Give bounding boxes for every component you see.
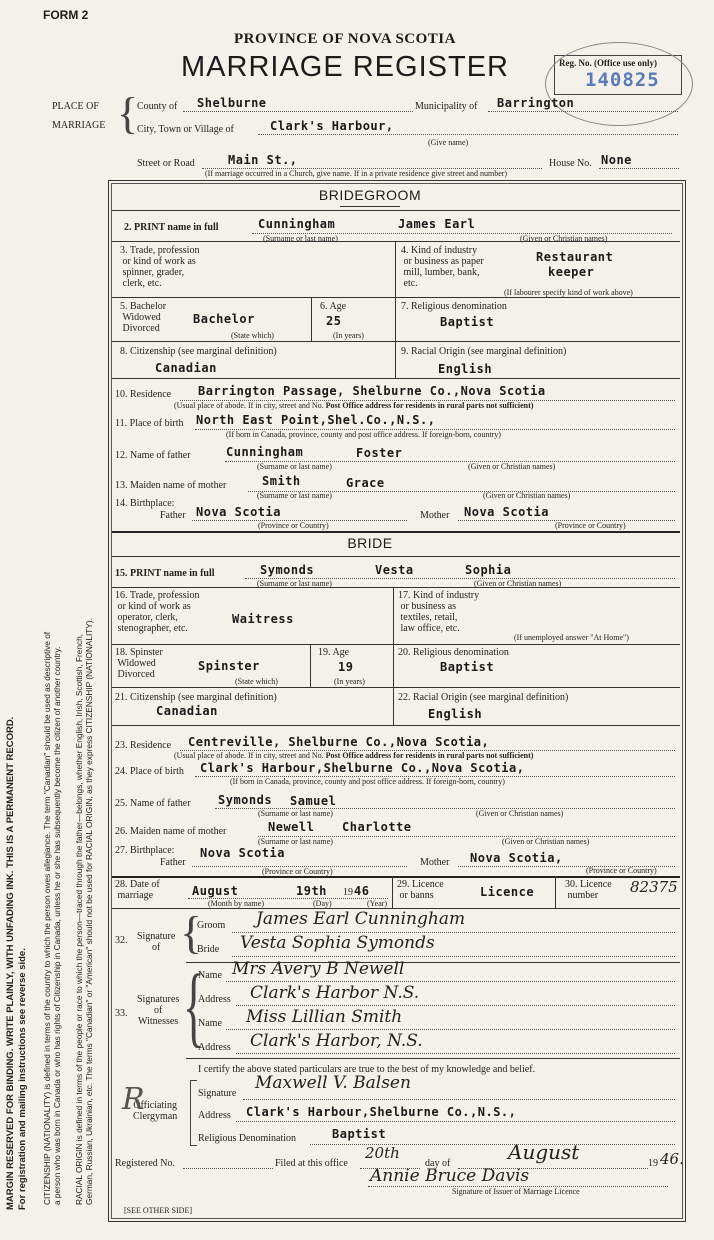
groom-mother-surname: Smith (262, 474, 301, 488)
w1-name: Mrs Avery B Newell (232, 959, 405, 979)
street-value: Main St., (228, 153, 298, 167)
bride-given2: Sophia (465, 563, 512, 577)
officiant-denom-label: Religious Denomination (198, 1133, 297, 1144)
groom-age-label: 6. Age (320, 301, 347, 312)
groom-surname: Cunningham (258, 217, 336, 231)
groom-father-surname: Cunningham (226, 445, 304, 459)
bride-status-value: Spinster (198, 659, 260, 673)
groom-industry-label: 4. Kind of industry or business as paper mill, lumber, bank, etc. (401, 245, 484, 289)
groom-mother-bp-label: Mother (420, 510, 450, 521)
groom-residence-label: 10. Residence (115, 389, 172, 400)
reg-number-label: Reg. No. (Office use only) (559, 58, 657, 68)
bride-religion-value: Baptist (440, 660, 495, 674)
officiant-signature-label: Signature (198, 1088, 237, 1099)
bride-religion-label: 20. Religious denomination (398, 647, 509, 658)
officiant-denomination: Baptist (332, 1127, 387, 1141)
bride-mother-bp-label: Mother (420, 857, 450, 868)
licence-banns-value: Licence (480, 885, 535, 899)
bride-birthplace-parents-label: 27. Birthplace: (115, 845, 175, 856)
side-note-col3: RACIAL ORIGIN is defined in terms of the people or race to which the person—traced through the father—belongs, whether English, Irish, Scottish, French, German, Russian, Ukrainian, etc. The terms "Canadian" or "American" should not be used for RACIAL ORIGIN, as they express CITIZENSHIP (NATIONALITY). (74, 618, 94, 1205)
certify-text: I certify the above stated particulars are true to the best of my knowledge and belief. (198, 1064, 536, 1075)
marriage-date-label: 28. Date of marriage (115, 879, 160, 901)
bride-trade-value: Waitress (232, 612, 294, 626)
municipality-label: Municipality of (415, 101, 478, 112)
witness-brace: { (183, 957, 205, 1056)
section-bride-heading: BRIDE (347, 535, 393, 551)
filed-year-prefix: 19 (648, 1158, 658, 1169)
bride-racial-value: English (428, 707, 483, 721)
w2-name-label: Name (198, 1018, 222, 1029)
filed-day: 20th (365, 1144, 400, 1162)
marriage-month: August (192, 884, 239, 898)
house-value: None (601, 153, 632, 167)
bride-father-given: Samuel (290, 794, 337, 808)
groom-industry-line2: keeper (548, 265, 595, 279)
groom-mother-given: Grace (346, 476, 385, 490)
groom-signature: James Earl Cunningham (256, 909, 466, 929)
groom-surname-hint: (Surname or last name) (263, 234, 338, 243)
bride-mother-bp-hint: (Province or Country) (586, 866, 657, 875)
bride-signature: Vesta Sophia Symonds (240, 933, 435, 953)
sig-33-number: 33. (115, 1008, 128, 1019)
see-other-side: [SEE OTHER SIDE] (124, 1206, 192, 1215)
groom-birthplace-hint: (If born in Canada, province, county and post office address. If foreign-born, country) (226, 430, 501, 439)
groom-mother-bp-hint: (Province or Country) (555, 521, 626, 530)
day-of-label: day of (425, 1158, 451, 1169)
groom-father-given: Foster (356, 446, 403, 460)
bride-surname-hint: (Surname or last name) (257, 579, 332, 588)
groom-sig-label: Groom (197, 920, 226, 931)
bride-mother-given: Charlotte (342, 820, 412, 834)
house-label: House No. (549, 158, 592, 169)
bride-residence-label: 23. Residence (115, 740, 172, 751)
filed-label: Filed at this office (275, 1158, 348, 1169)
witnesses-label: Signatures of Witnesses (137, 994, 180, 1027)
officiant-address-label: Address (198, 1110, 231, 1121)
issuer-label: Signature of Issuer of Marriage Licence (452, 1187, 580, 1196)
county-label: County of (137, 101, 178, 112)
groom-name-label: 2. PRINT name in full (124, 222, 219, 233)
issuer-signature: Annie Bruce Davis (370, 1166, 530, 1186)
bride-name-label: 15. PRINT name in full (115, 568, 215, 579)
groom-religion-value: Baptist (440, 315, 495, 329)
groom-mother-bp: Nova Scotia (464, 505, 549, 519)
marriage-year-prefix: 19 (343, 887, 353, 898)
bride-residence-value: Centreville, Shelburne Co.,Nova Scotia, (188, 735, 490, 749)
section-bridegroom-heading: BRIDEGROOM (318, 187, 422, 203)
groom-citizenship-value: Canadian (155, 361, 217, 375)
officiant-label: Officiating Clergyman (133, 1100, 178, 1122)
page-title: MARRIAGE REGISTER (181, 51, 509, 83)
bride-mother-surname-hint: (Surname or last name) (258, 837, 333, 846)
officiant-initials: R (122, 1082, 145, 1117)
marriage-day: 19th (296, 884, 327, 898)
place-brace: { (117, 89, 139, 138)
bride-mother-bp: Nova Scotia, (470, 851, 563, 865)
groom-mother-given-hint: (Given or Christian names) (483, 491, 571, 500)
city-value: Clark's Harbour, (270, 119, 394, 133)
bride-given1: Vesta (375, 563, 414, 577)
bride-age-value: 19 (338, 660, 354, 674)
bride-father-label: 25. Name of father (115, 798, 191, 809)
bride-industry-hint: (If unemployed answer "At Home") (514, 633, 629, 642)
w2-name: Miss Lillian Smith (246, 1007, 403, 1027)
give-name-hint: (Give name) (428, 138, 469, 147)
bride-trade-label: 16. Trade, profession or kind of work as operator, clerk, stenographer, etc. (115, 590, 200, 634)
groom-birthplace-parents-label: 14. Birthplace: (115, 498, 175, 509)
groom-father-bp-label: Father (160, 510, 186, 521)
reg-number-value: 140825 (585, 69, 660, 91)
bride-birthplace-value: Clark's Harbour,Shelburne Co.,Nova Scotia, (200, 761, 525, 775)
reg-number-circle (545, 42, 693, 126)
bride-status-hint: (State which) (235, 677, 278, 686)
bride-industry-label: 17. Kind of industry or business as textiles, retail, law office, etc. (398, 590, 480, 634)
w1-address: Clark's Harbor N.S. (250, 983, 420, 1003)
groom-industry-line1: Restaurant (536, 250, 614, 264)
groom-religion-label: 7. Religious denomination (401, 301, 507, 312)
groom-citizenship-label: 8. Citizenship (see marginal definition) (120, 346, 277, 357)
bride-mother-given-hint: (Given or Christian names) (502, 837, 590, 846)
bride-status-label: 18. Spinster Widowed Divorced (115, 647, 163, 680)
bride-age-hint: (In years) (334, 677, 365, 686)
groom-father-bp: Nova Scotia (196, 505, 281, 519)
groom-mother-surname-hint: (Surname or last name) (257, 491, 332, 500)
sig-of-label: Signature of (137, 931, 176, 953)
registered-label: Registered No. (115, 1158, 175, 1169)
groom-racial-label: 9. Racial Origin (see marginal definition) (401, 346, 567, 357)
county-value: Shelburne (197, 96, 267, 110)
form-number: FORM 2 (43, 8, 89, 22)
province-heading: PROVINCE OF NOVA SCOTIA (234, 31, 456, 47)
filed-month: August (508, 1140, 580, 1164)
marriage-year-hint: (Year) (367, 899, 388, 908)
bride-mother-surname: Newell (268, 820, 315, 834)
w2-address: Clark's Harbor, N.S. (250, 1031, 423, 1051)
street-label: Street or Road (137, 158, 195, 169)
officiant-bracket (190, 1080, 197, 1146)
bride-father-given-hint: (Given or Christian names) (476, 809, 564, 818)
bride-given-hint: (Given or Christian names) (474, 579, 562, 588)
groom-status-hint: (State which) (231, 331, 274, 340)
bride-birthplace-hint: (If born in Canada, province, county and post office address. If foreign-born, country) (230, 777, 505, 786)
bride-father-surname: Symonds (218, 793, 273, 807)
bride-surname: Symonds (260, 563, 315, 577)
groom-birthplace-value: North East Point,Shel.Co.,N.S., (196, 413, 436, 427)
licence-banns-label: 29. Licence or banns (397, 879, 444, 901)
bride-racial-label: 22. Racial Origin (see marginal definition) (398, 692, 569, 703)
groom-racial-value: English (438, 362, 493, 376)
city-label: City, Town or Village of (137, 124, 234, 135)
bride-age-label: 19. Age (318, 647, 350, 658)
groom-status-value: Bachelor (193, 312, 255, 326)
sig-32-number: 32. (115, 935, 128, 946)
street-note: (If marriage occurred in a Church, give name. If in a private residence give street and number) (205, 169, 508, 178)
place-label-line1: PLACE OF (52, 101, 99, 112)
groom-father-label: 12. Name of father (115, 450, 191, 461)
groom-birthplace-label: 11. Place of birth (115, 418, 184, 429)
officiant-signature: Maxwell V. Balsen (255, 1073, 411, 1093)
bride-residence-hint: (Usual place of abode. If in city, street and No. Post Office address for residents in rural parts not sufficient) (174, 751, 534, 760)
w2-address-label: Address (198, 1042, 231, 1053)
groom-father-given-hint: (Given or Christian names) (468, 462, 556, 471)
officiant-address: Clark's Harbour,Shelburne Co.,N.S., (246, 1105, 517, 1119)
side-note-col1: MARGIN RESERVED FOR BINDING. WRITE PLAINLY, WITH UNFADING INK. THIS IS A PERMANENT RECORD. For registration and mailing instructions see reverse side. (5, 716, 28, 1210)
place-label-line2: MARRIAGE (52, 120, 106, 131)
groom-residence-value: Barrington Passage, Shelburne Co.,Nova Scotia (198, 384, 546, 398)
bride-birthplace-label: 24. Place of birth (115, 766, 184, 777)
groom-residence-hint: (Usual place of abode. If in city, street and No. Post Office address for residents in rural parts not sufficient) (174, 401, 534, 410)
bride-father-bp-label: Father (160, 857, 186, 868)
marriage-day-hint: (Day) (313, 899, 332, 908)
groom-trade-label: 3. Trade, profession or kind of work as spinner, grader, clerk, etc. (120, 245, 200, 289)
filed-year: 46. (660, 1150, 684, 1168)
groom-industry-hint: (If labourer specify kind of work above) (504, 288, 633, 297)
groom-given-hint: (Given or Christian names) (520, 234, 608, 243)
bride-father-surname-hint: (Surname or last name) (258, 809, 333, 818)
marriage-month-hint: (Month by name) (208, 899, 264, 908)
bride-mother-label: 26. Maiden name of mother (115, 826, 227, 837)
side-note-col2: CITIZENSHIP (NATIONALITY) is defined in terms of the country to which the person owes allegiance. The term "Canadian" should be used as descriptive of a person who was born in Canada or who has rights of Citizenship in Canada, unless he or she has subsequently become the citizen of another country. (42, 631, 62, 1205)
bride-father-bp-hint: (Province or Country) (262, 867, 333, 876)
groom-father-surname-hint: (Surname or last name) (257, 462, 332, 471)
municipality-value: Barrington (497, 96, 575, 110)
w1-name-label: Name (198, 970, 222, 981)
sig-brace-32: { (180, 907, 203, 958)
bride-father-bp: Nova Scotia (200, 846, 285, 860)
groom-age-hint: (In years) (333, 331, 364, 340)
w1-address-label: Address (198, 994, 231, 1005)
marriage-year: 46 (354, 884, 370, 898)
groom-father-bp-hint: (Province or Country) (258, 521, 329, 530)
groom-mother-label: 13. Maiden name of mother (115, 480, 227, 491)
licence-number-value: 82375 (630, 878, 678, 896)
bride-citizenship-label: 21. Citizenship (see marginal definition) (115, 692, 277, 703)
licence-number-label: 30. Licence number (565, 879, 612, 901)
bride-sig-label: Bride (197, 944, 220, 955)
groom-age-value: 25 (326, 314, 342, 328)
groom-status-label: 5. Bachelor Widowed Divorced (120, 301, 167, 334)
bride-citizenship-value: Canadian (156, 704, 218, 718)
groom-given: James Earl (398, 217, 476, 231)
